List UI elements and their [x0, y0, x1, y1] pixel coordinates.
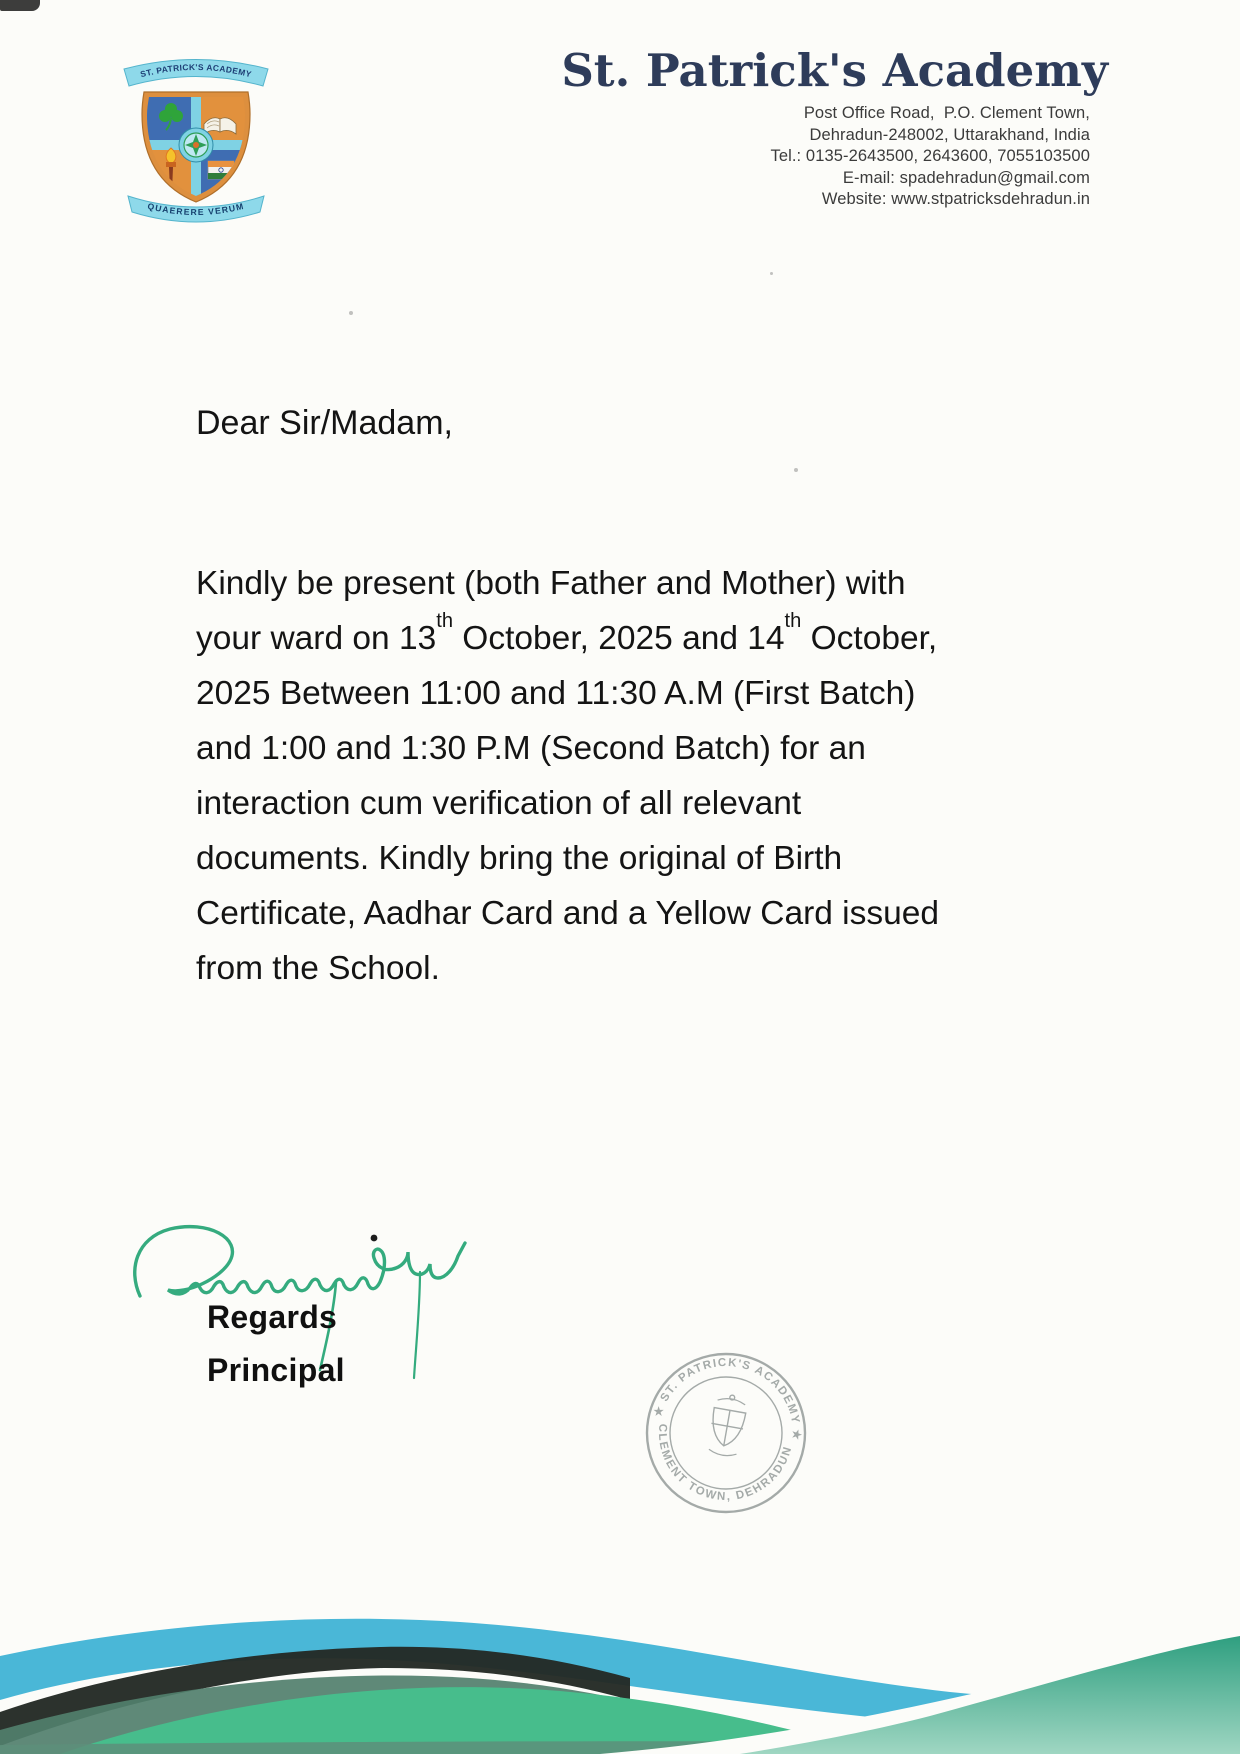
salutation: Dear Sir/Madam,: [196, 404, 453, 442]
crest-centre-roundel: [179, 128, 213, 162]
address-line: Dehradun-248002, Uttarakhand, India: [809, 125, 1090, 144]
school-name-title: St. Patrick's Academy: [561, 44, 1108, 97]
school-address-block: [770, 103, 1090, 211]
crest-shield-quadrants: [147, 97, 245, 199]
body-line: documents. Kindly bring the original of Birth: [196, 840, 843, 877]
decorative-wave-footer: [0, 1540, 1240, 1754]
body-line: 2025 Between 11:00 and 11:30 A.M (First Batch): [196, 675, 916, 712]
closing-principal: Principal: [207, 1352, 345, 1388]
body-line: Certificate, Aadhar Card and a Yellow Card issued: [196, 895, 940, 932]
body-line: from the School.: [196, 950, 440, 987]
stamp-crest-icon: [706, 1392, 748, 1458]
crest-bottom-ribbon-text: QUAERERE VERUM: [146, 200, 246, 218]
stamp-top-text: ★ ST. PATRICK'S ACADEMY ★: [651, 1356, 803, 1442]
crest-top-ribbon-text: ST. PATRICK'S ACADEMY: [139, 61, 253, 80]
school-crest-logo: [116, 48, 276, 226]
closing-regards: Regards: [207, 1299, 338, 1335]
scan-speck: [770, 272, 773, 275]
scan-speck: [794, 468, 798, 472]
signature-ink-dot: [371, 1235, 378, 1242]
scan-smudge: [0, 0, 40, 11]
address-line: Post Office Road, P.O. Clement Town,: [803, 104, 1090, 122]
school-round-stamp: [642, 1349, 810, 1517]
body-line: interaction cum verification of all relevant: [196, 785, 802, 822]
scan-speck: [349, 311, 353, 315]
address-line: Tel.: 0135-2643500, 2643600, 7055103500: [770, 147, 1090, 166]
address-line: Website: www.stpatricksdehradun.in: [821, 190, 1090, 209]
open-book-icon: [204, 118, 236, 134]
body-line: Kindly be present (both Father and Mother) with: [196, 565, 906, 602]
address-line: E-mail: spadehradun@gmail.com: [842, 168, 1090, 187]
stamp-bottom-text: CLEMENT TOWN, DEHRADUN: [655, 1423, 795, 1504]
body-line: your ward on 13th October, 2025 and 14th October,: [196, 609, 938, 657]
body-line: and 1:00 and 1:30 P.M (Second Batch) for an: [196, 730, 866, 767]
letter-body: [196, 556, 1056, 996]
